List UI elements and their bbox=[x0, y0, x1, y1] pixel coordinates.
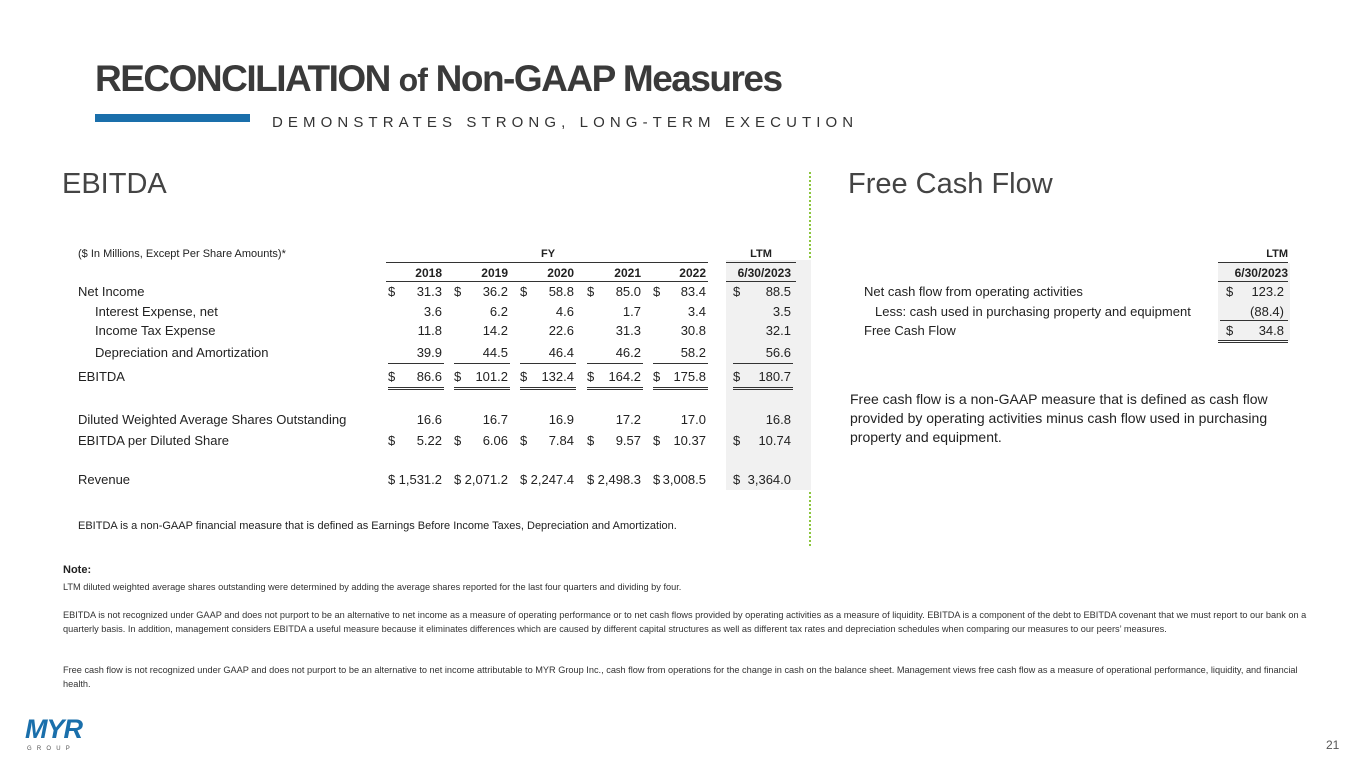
table-cell: 1,531.2 bbox=[398, 472, 442, 487]
ltm-cell: 16.8 bbox=[765, 412, 791, 427]
row-label: Interest Expense, net bbox=[95, 304, 218, 319]
currency-symbol: $ bbox=[587, 369, 595, 384]
row-label: Depreciation and Amortization bbox=[95, 345, 269, 360]
units-note: ($ In Millions, Except Per Share Amounts)* bbox=[78, 248, 286, 260]
currency-symbol: $ bbox=[653, 369, 661, 384]
svg-text:MYR: MYR bbox=[25, 714, 82, 744]
ltm-label: LTM bbox=[750, 248, 772, 260]
table-cell: 17.2 bbox=[615, 412, 641, 427]
currency-symbol: $ bbox=[733, 433, 741, 448]
currency-symbol: $ bbox=[388, 284, 396, 299]
table-cell: 11.8 bbox=[417, 323, 442, 338]
currency-symbol: $ bbox=[653, 472, 661, 487]
table-cell: 164.2 bbox=[608, 369, 641, 384]
year-header: 2018 bbox=[415, 266, 442, 280]
row-label: Free Cash Flow bbox=[864, 323, 956, 338]
fcf-definition: Free cash flow is a non-GAAP measure that is defined as cash flow provided by operating activities minus cash flow used in purchasing property and equipment. bbox=[850, 391, 1268, 445]
table-cell: 3,008.5 bbox=[662, 472, 706, 487]
table-cell: 3.4 bbox=[687, 304, 706, 319]
table-cell: 58.2 bbox=[680, 345, 706, 360]
currency-symbol: $ bbox=[653, 433, 661, 448]
currency-symbol: $ bbox=[388, 472, 396, 487]
currency-symbol: $ bbox=[454, 284, 462, 299]
row-label: Revenue bbox=[78, 472, 131, 487]
year-header: 2019 bbox=[481, 266, 508, 280]
year-header: 2020 bbox=[547, 266, 574, 280]
currency-symbol: $ bbox=[520, 472, 528, 487]
table-cell: 16.7 bbox=[482, 412, 508, 427]
note-ltm-shares: LTM diluted weighted average shares outstanding were determined by adding the average shares reported for the last four quarters and dividing by four. bbox=[63, 582, 682, 592]
table-cell: 83.4 bbox=[680, 284, 706, 299]
table-cell: 101.2 bbox=[475, 369, 508, 384]
ltm-cell: 32.1 bbox=[765, 323, 791, 338]
fcf-heading: Free Cash Flow bbox=[848, 168, 1053, 200]
ebitda-definition: EBITDA is a non-GAAP financial measure that is defined as Earnings Before Income Taxes, Depreciation and Amortization. bbox=[78, 520, 677, 532]
ltm-date-header: 6/30/2023 bbox=[737, 266, 791, 280]
table-cell: 6.2 bbox=[489, 304, 508, 319]
table-cell: 36.2 bbox=[482, 284, 508, 299]
row-label: Net Income bbox=[78, 284, 145, 299]
table-cell: 10.37 bbox=[673, 433, 706, 448]
table-cell: 39.9 bbox=[416, 345, 442, 360]
currency-symbol: $ bbox=[454, 472, 462, 487]
table-cell: 4.6 bbox=[555, 304, 574, 319]
page-subtitle: DEMONSTRATES STRONG, LONG-TERM EXECUTION bbox=[272, 114, 859, 131]
ltm-cell: 10.74 bbox=[758, 433, 791, 448]
table-cell: 9.57 bbox=[615, 433, 641, 448]
currency-symbol: $ bbox=[520, 433, 528, 448]
currency-symbol: $ bbox=[1226, 284, 1234, 299]
table-cell: 2,247.4 bbox=[530, 472, 574, 487]
table-cell: 17.0 bbox=[680, 412, 706, 427]
currency-symbol: $ bbox=[653, 284, 661, 299]
note-fcf-gaap: Free cash flow is not recognized under GAAP and does not purport to be an alternative to net income attributable to MYR Group Inc., cash flow from operations for the change in cash on the balance sheet. Management views free cash flow as a measure of operational performance, liquidity, and financial health. bbox=[63, 665, 1298, 689]
currency-symbol: $ bbox=[1226, 323, 1234, 338]
table-cell: 3.6 bbox=[423, 304, 442, 319]
fcf-cell: (88.4) bbox=[1250, 304, 1284, 319]
table-cell: 86.6 bbox=[416, 369, 442, 384]
row-label: Diluted Weighted Average Shares Outstanding bbox=[78, 412, 347, 427]
currency-symbol: $ bbox=[733, 369, 741, 384]
row-label: EBITDA bbox=[78, 369, 125, 384]
title-accent-bar bbox=[95, 114, 250, 122]
fcf-cell: 34.8 bbox=[1258, 323, 1284, 338]
table-cell: 46.2 bbox=[615, 345, 641, 360]
ltm-cell: 3.5 bbox=[772, 304, 791, 319]
currency-symbol: $ bbox=[587, 472, 595, 487]
table-cell: 46.4 bbox=[548, 345, 574, 360]
table-cell: 5.22 bbox=[416, 433, 442, 448]
currency-symbol: $ bbox=[388, 433, 396, 448]
page-title: RECONCILIATION of Non-GAAP Measures bbox=[95, 58, 782, 99]
note-label: Note: bbox=[63, 564, 92, 576]
fy-label: FY bbox=[540, 248, 556, 260]
fcf-ltm-date: 6/30/2023 bbox=[1234, 266, 1288, 280]
ltm-cell: 56.6 bbox=[765, 345, 791, 360]
table-cell: 1.7 bbox=[622, 304, 641, 319]
table-cell: 7.84 bbox=[548, 433, 574, 448]
table-cell: 16.6 bbox=[416, 412, 442, 427]
currency-symbol: $ bbox=[520, 369, 528, 384]
ltm-cell: 88.5 bbox=[765, 284, 791, 299]
table-cell: 6.06 bbox=[482, 433, 508, 448]
fcf-ltm-label: LTM bbox=[1266, 248, 1288, 260]
note-ebitda-gaap: EBITDA is not recognized under GAAP and does not purport to be an alternative to net income as a measure of operating performance or to net cash flows provided by operating activities as a measure of liquidity. EBITDA is a component of the debt to EBITDA covenant that we must report to our bank on a quarterly basis. In addition, management considers EBITDA a useful measure because it eliminates differences which are caused by different capital structures as well as different tax rates and depreciation schedules when comparing our measures to our peers’ measures. bbox=[63, 610, 1307, 634]
table-cell: 175.8 bbox=[673, 369, 706, 384]
row-label: Income Tax Expense bbox=[95, 323, 216, 338]
table-cell: 16.9 bbox=[548, 412, 574, 427]
table-cell: 132.4 bbox=[541, 369, 574, 384]
table-cell: 85.0 bbox=[615, 284, 641, 299]
currency-symbol: $ bbox=[733, 472, 741, 487]
table-cell: 31.3 bbox=[416, 284, 442, 299]
currency-symbol: $ bbox=[587, 433, 595, 448]
currency-symbol: $ bbox=[520, 284, 528, 299]
table-cell: 22.6 bbox=[548, 323, 574, 338]
table-cell: 2,071.2 bbox=[464, 472, 508, 487]
currency-symbol: $ bbox=[454, 369, 462, 384]
svg-text:GROUP: GROUP bbox=[27, 746, 76, 752]
ltm-cell: 3,364.0 bbox=[747, 472, 791, 487]
currency-symbol: $ bbox=[733, 284, 741, 299]
row-label: Net cash flow from operating activities bbox=[864, 284, 1083, 299]
table-cell: 58.8 bbox=[548, 284, 574, 299]
table-cell: 14.2 bbox=[482, 323, 508, 338]
currency-symbol: $ bbox=[388, 369, 396, 384]
row-label: EBITDA per Diluted Share bbox=[78, 433, 230, 448]
myr-group-logo bbox=[24, 712, 94, 752]
table-cell: 31.3 bbox=[615, 323, 641, 338]
row-label: Less: cash used in purchasing property and equipment bbox=[875, 304, 1191, 319]
table-cell: 44.5 bbox=[482, 345, 508, 360]
year-header: 2021 bbox=[614, 266, 641, 280]
page-number: 21 bbox=[1326, 738, 1340, 752]
year-header: 2022 bbox=[679, 266, 706, 280]
currency-symbol: $ bbox=[454, 433, 462, 448]
table-cell: 30.8 bbox=[680, 323, 706, 338]
ebitda-heading: EBITDA bbox=[62, 168, 167, 200]
table-cell: 2,498.3 bbox=[597, 472, 641, 487]
ltm-cell: 180.7 bbox=[758, 369, 791, 384]
currency-symbol: $ bbox=[587, 284, 595, 299]
fcf-cell: 123.2 bbox=[1251, 284, 1284, 299]
